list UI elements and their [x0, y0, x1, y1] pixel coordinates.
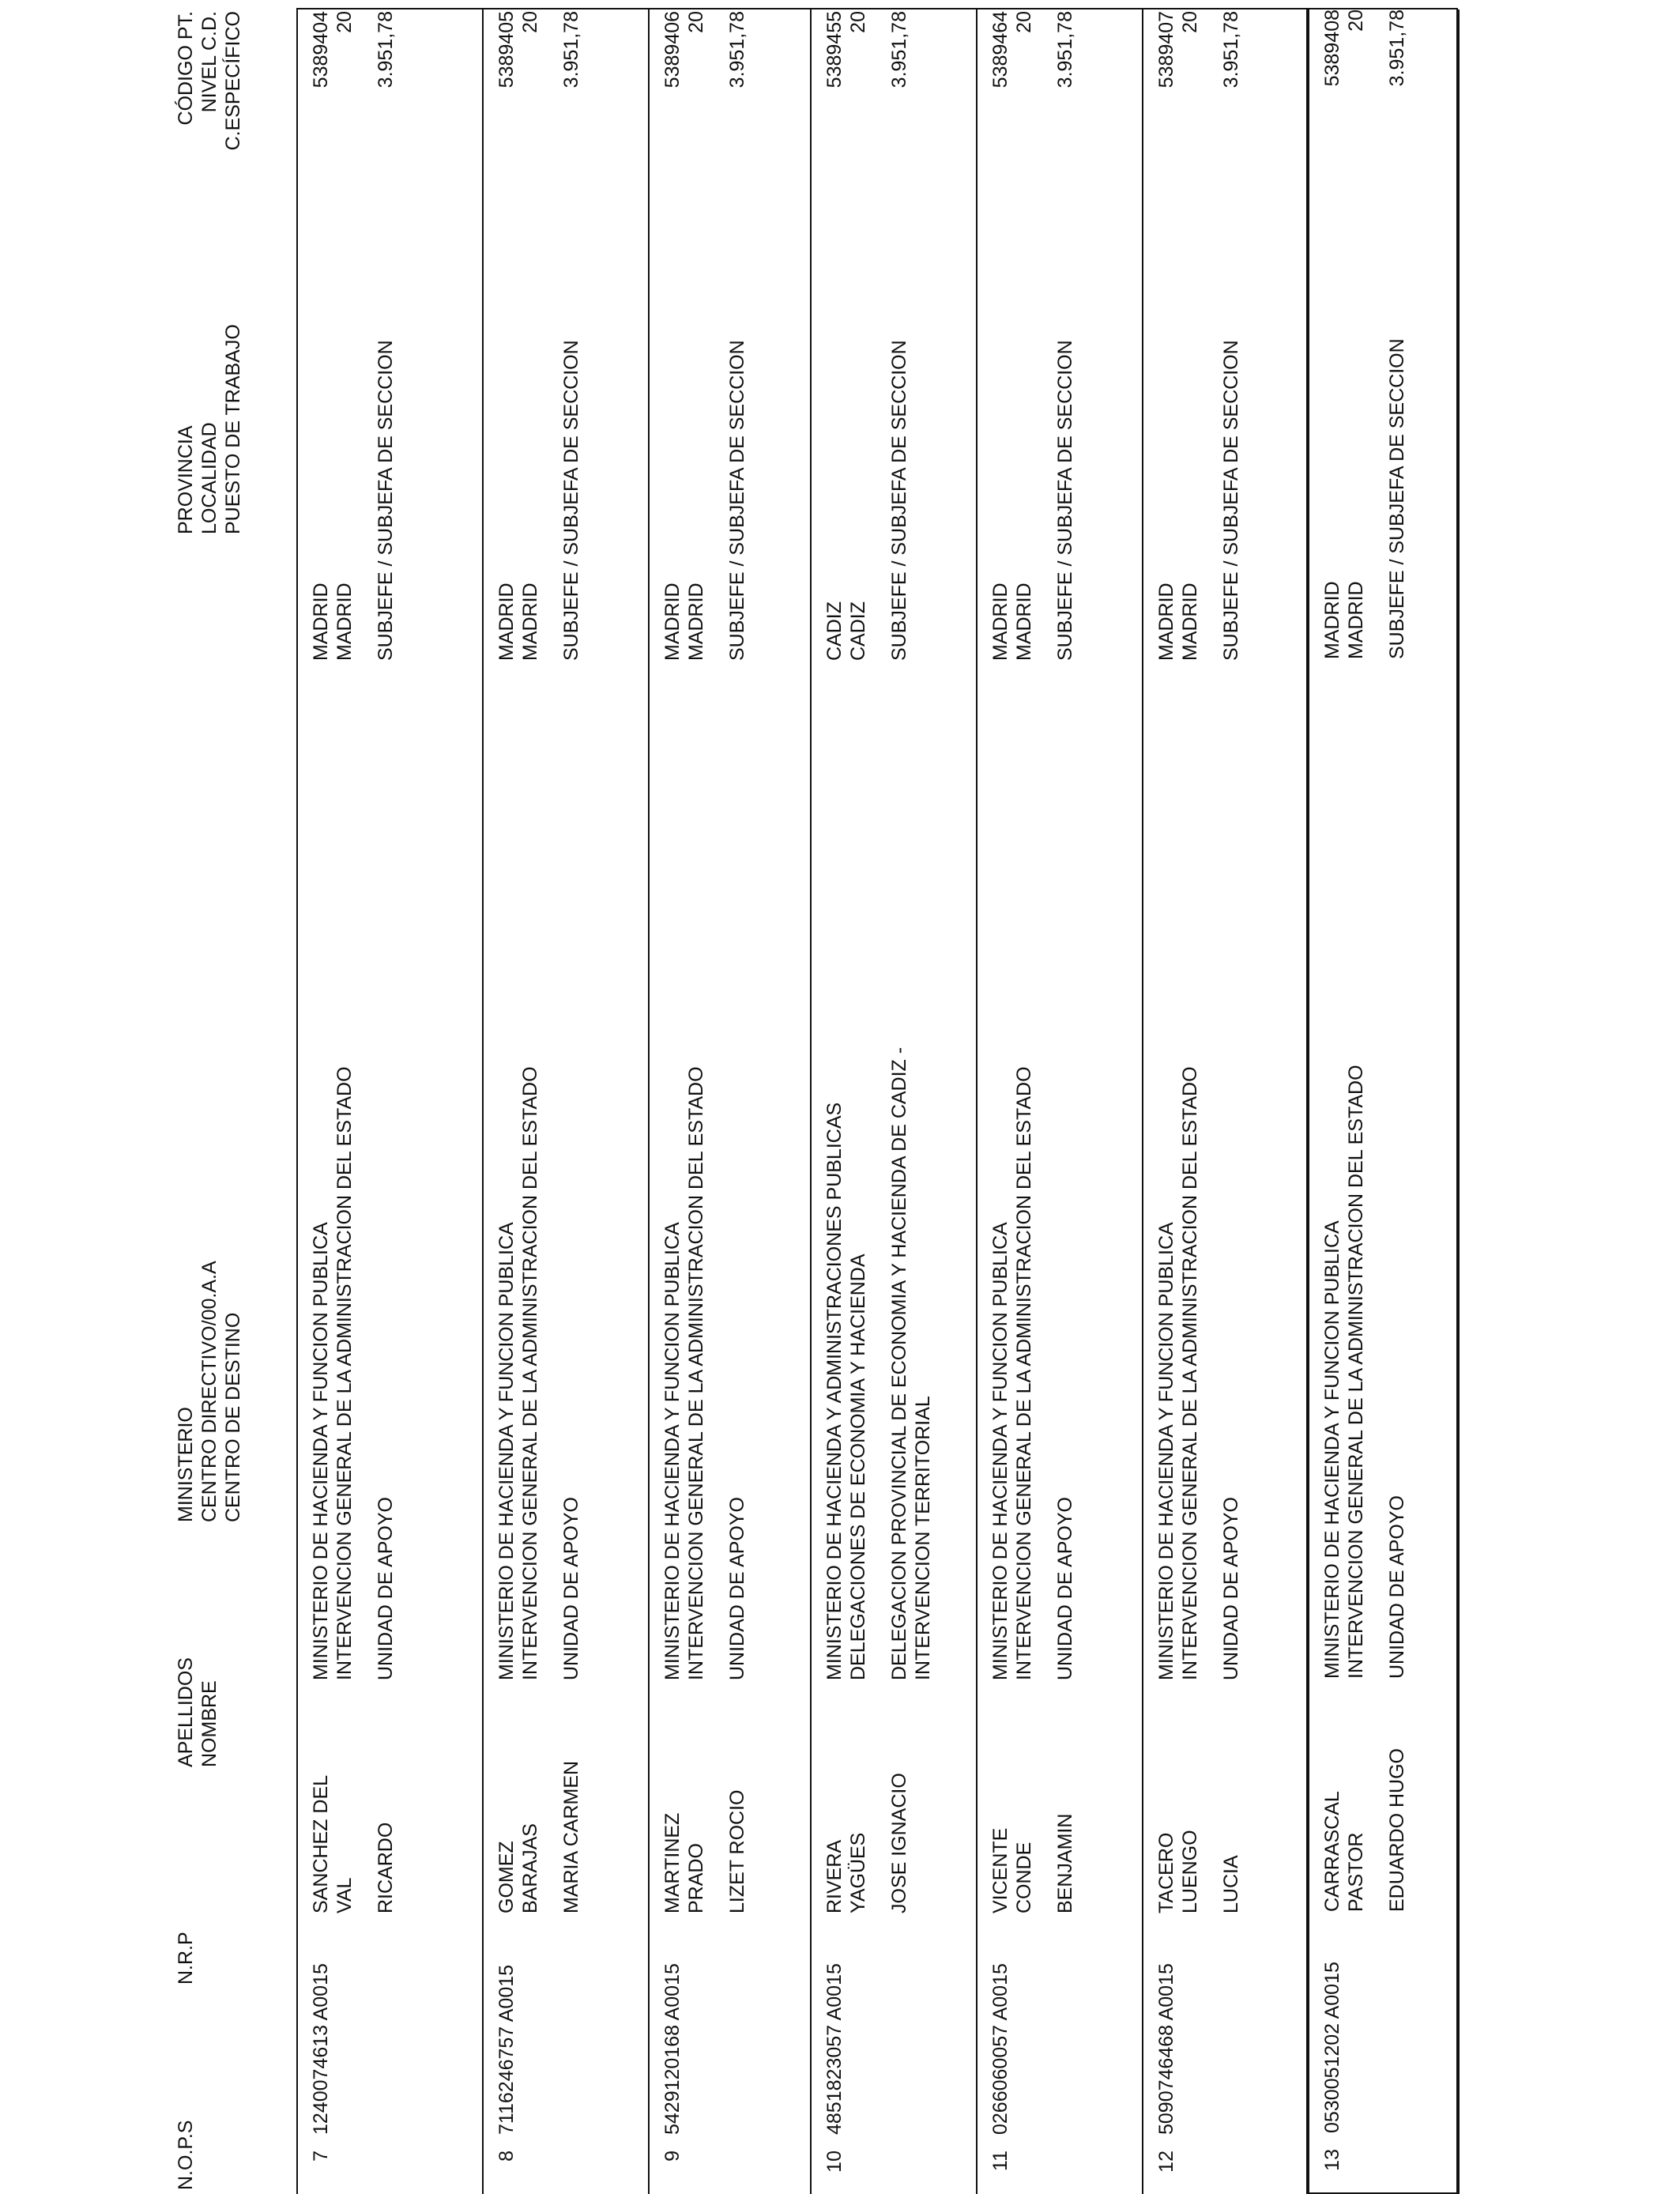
ministerio: MINISTERIO DE HACIENDA Y ADMINISTRACIONES PUBLICAS [823, 1102, 846, 1680]
localidad: MADRID [1345, 581, 1367, 659]
centro-destino: UNIDAD DE APOYO [1386, 1495, 1408, 1679]
apellido-1: CARRASCAL [1321, 1791, 1343, 1912]
c-especifico: 3.951,78 [560, 11, 582, 89]
c-especifico: 3.951,78 [1386, 9, 1408, 87]
codigo-pt: 5389407 [1155, 11, 1177, 89]
nombre: RICARDO [375, 1822, 397, 1913]
nivel-cd: 20 [333, 11, 356, 33]
row-codigo [823, 11, 911, 250]
row-codigo [1320, 9, 1409, 248]
centro-directivo: INTERVENCION GENERAL DE LA ADMINISTRACION DEL ESTADO [685, 1066, 707, 1680]
centro-destino: DELEGACION PROVINCIAL DE ECONOMIA Y HACIENDA DE CADIZ - [888, 1046, 910, 1680]
puesto-trabajo: SUBJEFE / SUBJEFA DE SECCION [726, 340, 748, 661]
header-provincia: PROVINCIA LOCALIDAD PUESTO DE TRABAJO [175, 324, 244, 534]
row-nrp: 0266060057 A0015 [989, 1963, 1011, 2135]
nombre: LIZET ROCIO [726, 1789, 748, 1913]
c-especifico: 3.951,78 [1054, 11, 1076, 89]
provincia: MADRID [1321, 581, 1343, 659]
row-apellidos [1155, 1732, 1243, 1913]
table-row [484, 9, 650, 2194]
row-apellidos [1320, 1730, 1409, 1912]
provincia: MADRID [495, 582, 518, 661]
row-provincia [1155, 340, 1243, 661]
row-codigo [989, 11, 1077, 250]
row-nrp: 4851823057 A0015 [823, 1963, 846, 2135]
apellido-2: PRADO [685, 1843, 707, 1913]
row-apellidos [823, 1732, 911, 1913]
centro-directivo: INTERVENCION GENERAL DE LA ADMINISTRACION DEL ESTADO [1179, 1066, 1201, 1680]
apellido-1: SANCHEZ DEL [310, 1774, 332, 1913]
ministerio: MINISTERIO DE HACIENDA Y FUNCION PUBLICA [1321, 1220, 1343, 1679]
row-ministerio [823, 835, 935, 1680]
puesto-trabajo: SUBJEFE / SUBJEFA DE SECCION [1054, 340, 1076, 661]
localidad: MADRID [333, 582, 356, 661]
provincia: MADRID [310, 582, 332, 661]
centro-directivo: INTERVENCION GENERAL DE LA ADMINISTRACION DEL ESTADO [1345, 1065, 1367, 1679]
apellido-1: VICENTE [989, 1827, 1011, 1913]
nombre: LUCIA [1220, 1855, 1242, 1913]
codigo-pt: 5389405 [495, 11, 518, 89]
row-apellidos [989, 1732, 1077, 1913]
apellido-2: CONDE [1013, 1842, 1035, 1913]
row-provincia [661, 340, 749, 661]
codigo-pt: 5389404 [310, 11, 332, 89]
nivel-cd: 20 [519, 11, 541, 33]
codigo-pt: 5389455 [823, 11, 846, 89]
centro-directivo: DELEGACIONES DE ECONOMIA Y HACIENDA [847, 1253, 869, 1680]
c-especifico: 3.951,78 [1220, 11, 1242, 89]
row-number: 11 [989, 2151, 1011, 2171]
nivel-cd: 20 [685, 11, 707, 33]
centro-directivo: INTERVENCION GENERAL DE LA ADMINISTRACION DEL ESTADO [1013, 1066, 1035, 1680]
centro-destino: UNIDAD DE APOYO [1054, 1497, 1076, 1680]
puesto-trabajo: SUBJEFE / SUBJEFA DE SECCION [375, 340, 397, 661]
table-row [977, 9, 1143, 2194]
centro-destino: UNIDAD DE APOYO [1220, 1497, 1242, 1680]
codigo-pt: 5389464 [989, 11, 1011, 89]
localidad: MADRID [1013, 582, 1035, 661]
apellido-1: TACERO [1155, 1832, 1177, 1913]
row-ministerio [661, 835, 749, 1680]
row-provincia [495, 340, 583, 661]
row-ministerio [1320, 833, 1409, 1679]
ministerio: MINISTERIO DE HACIENDA Y FUNCION PUBLICA [495, 1222, 518, 1680]
provincia: MADRID [661, 582, 684, 661]
row-number: 8 [495, 2151, 518, 2162]
row-codigo [309, 11, 397, 250]
row-provincia [823, 340, 911, 661]
centro-directivo: INTERVENCION GENERAL DE LA ADMINISTRACION DEL ESTADO [519, 1066, 541, 1680]
table-header [174, 0, 292, 2194]
ministerio: MINISTERIO DE HACIENDA Y FUNCION PUBLICA [989, 1222, 1011, 1680]
row-nrp: 5090746468 A0015 [1155, 1963, 1177, 2135]
header-nrp: N.R.P [175, 1932, 197, 1985]
centro-destino: UNIDAD DE APOYO [375, 1497, 397, 1680]
nivel-cd: 20 [1013, 11, 1035, 33]
row-number: 7 [310, 2151, 332, 2162]
header-apellidos-nombre: APELLIDOS NOMBRE [175, 1657, 220, 1767]
centro-directivo: INTERVENCION GENERAL DE LA ADMINISTRACION DEL ESTADO [333, 1066, 356, 1680]
row-provincia [1320, 338, 1409, 659]
centro-destino: UNIDAD DE APOYO [726, 1497, 748, 1680]
row-nrp: 1240074613 A0015 [310, 1963, 332, 2135]
row-number: 12 [1155, 2151, 1177, 2173]
localidad: MADRID [685, 582, 707, 661]
nivel-cd: 20 [1179, 11, 1201, 33]
ministerio: MINISTERIO DE HACIENDA Y FUNCION PUBLICA [310, 1222, 332, 1680]
row-number: 10 [823, 2151, 846, 2173]
header-ministerio: MINISTERIO CENTRO DIRECTIVO/00.A.A CENTRO DE DESTINO [175, 1261, 244, 1522]
apellido-1: MARTINEZ [661, 1812, 684, 1913]
row-provincia [309, 340, 397, 661]
puesto-trabajo: SUBJEFE / SUBJEFA DE SECCION [560, 340, 582, 661]
c-especifico: 3.951,78 [888, 11, 910, 89]
codigo-pt: 5389408 [1321, 9, 1343, 87]
row-nrp: 5429120168 A0015 [661, 1963, 684, 2135]
row-apellidos [309, 1732, 397, 1913]
provincia: MADRID [1155, 582, 1177, 661]
apellido-2: PASTOR [1345, 1832, 1367, 1912]
row-nrp: 0530051202 A0015 [1321, 1962, 1343, 2133]
row-apellidos [495, 1732, 583, 1913]
provincia: CADIZ [823, 601, 846, 661]
row-number: 13 [1321, 2149, 1343, 2171]
nombre: EDUARDO HUGO [1386, 1748, 1408, 1912]
row-codigo [661, 11, 749, 250]
table-row [812, 9, 977, 2194]
c-especifico: 3.951,78 [726, 11, 748, 89]
row-ministerio [1155, 835, 1243, 1680]
row-ministerio [309, 835, 397, 1680]
table-row [298, 9, 484, 2194]
puesto-trabajo: SUBJEFE / SUBJEFA DE SECCION [1386, 338, 1408, 659]
row-provincia [989, 340, 1077, 661]
apellido-2: LUENGO [1179, 1830, 1201, 1913]
centro-destino: UNIDAD DE APOYO [560, 1497, 582, 1680]
nombre: JOSE IGNACIO [888, 1773, 910, 1913]
puesto-trabajo: SUBJEFE / SUBJEFA DE SECCION [888, 340, 910, 661]
header-codigo: CÓDIGO PT. NIVEL C.D. C.ESPECÍFICO [175, 11, 244, 151]
localidad: MADRID [519, 582, 541, 661]
row-ministerio [989, 835, 1077, 1680]
apellido-2: VAL [333, 1877, 356, 1913]
table-row [650, 9, 812, 2194]
nivel-cd: 20 [847, 11, 869, 33]
codigo-pt: 5389406 [661, 11, 684, 89]
apellido-1: GOMEZ [495, 1841, 518, 1913]
nombre: MARIA CARMEN [560, 1760, 582, 1913]
centro-destino-cont: INTERVENCION TERRITORIAL [912, 1396, 934, 1680]
apellido-1: RIVERA [823, 1839, 846, 1913]
table-row [1143, 9, 1308, 2194]
apellido-2: YAGÜES [847, 1832, 869, 1913]
row-nrp: 7116246757 A0015 [495, 1964, 518, 2135]
header-nops: N.O.P.S [175, 2120, 197, 2190]
ministerio: MINISTERIO DE HACIENDA Y FUNCION PUBLICA [661, 1222, 684, 1680]
records-table [296, 8, 1458, 2194]
row-number: 9 [661, 2151, 684, 2162]
table-row [1308, 9, 1460, 2194]
provincia: MADRID [989, 582, 1011, 661]
row-ministerio [495, 835, 583, 1680]
localidad: CADIZ [847, 601, 869, 661]
apellido-2: BARAJAS [519, 1823, 541, 1913]
puesto-trabajo: SUBJEFE / SUBJEFA DE SECCION [1220, 340, 1242, 661]
nombre: BENJAMIN [1054, 1813, 1076, 1913]
row-codigo [495, 11, 583, 250]
localidad: MADRID [1179, 582, 1201, 661]
row-apellidos [661, 1732, 749, 1913]
row-codigo [1155, 11, 1243, 250]
c-especifico: 3.951,78 [375, 11, 397, 89]
ministerio: MINISTERIO DE HACIENDA Y FUNCION PUBLICA [1155, 1222, 1177, 1680]
nivel-cd: 20 [1345, 9, 1367, 32]
